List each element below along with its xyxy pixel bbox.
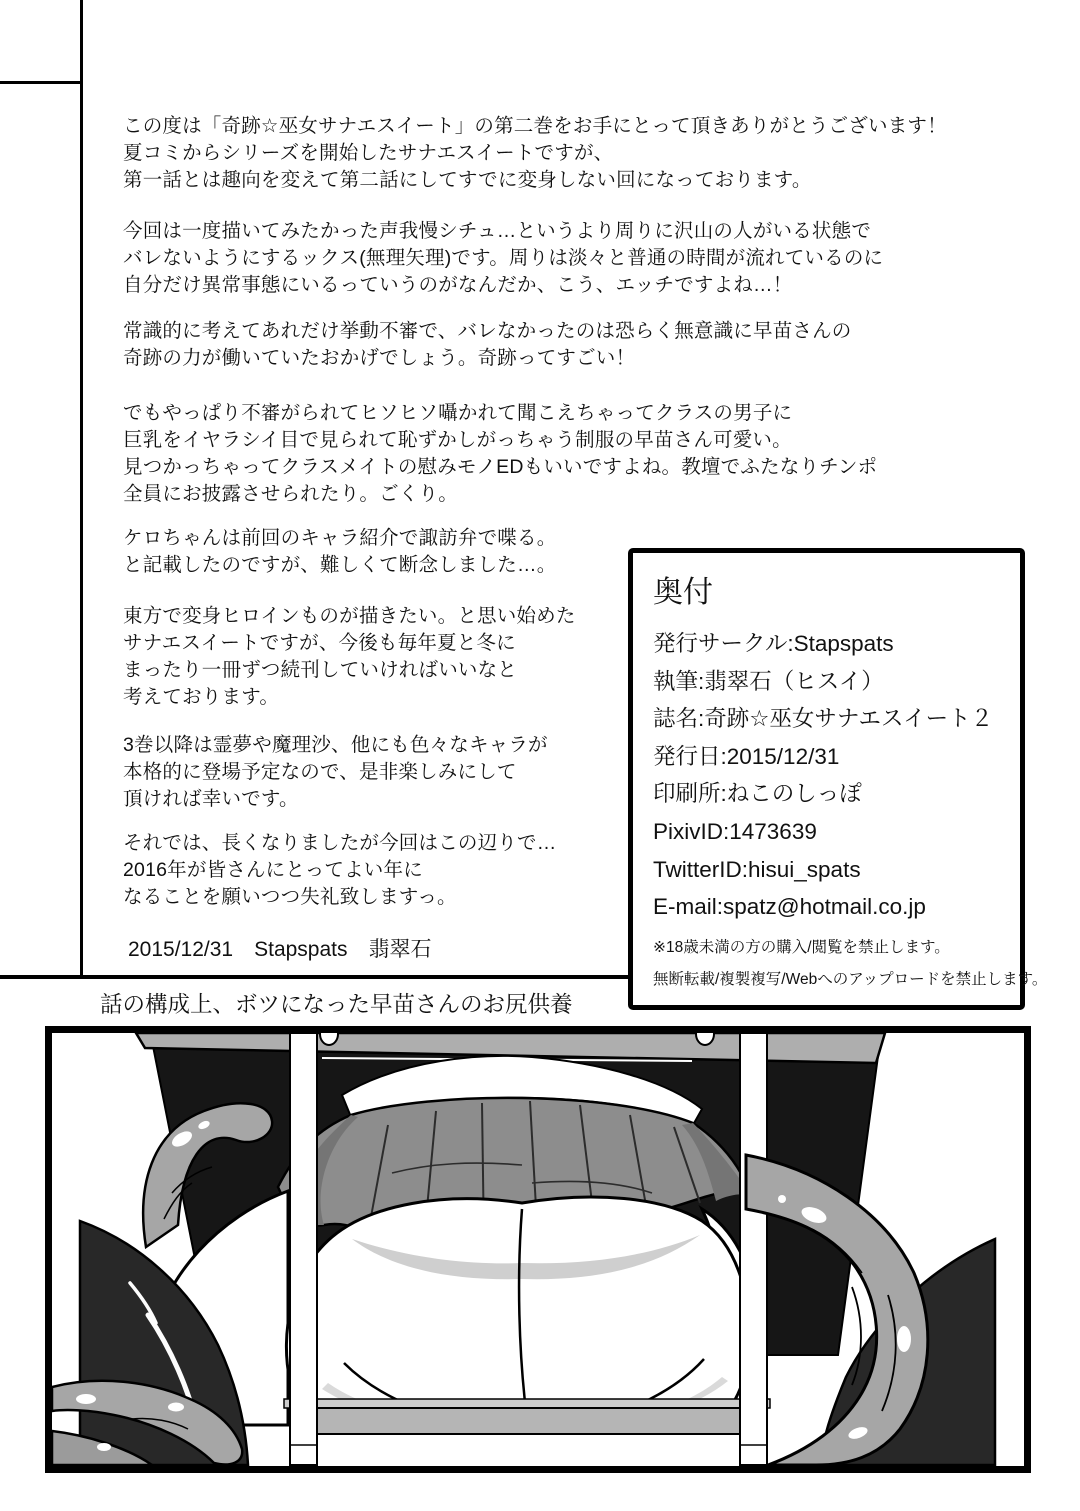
colophon-title: 奥付 bbox=[653, 576, 713, 609]
afterword-line: まったり一冊ずつ続刊していければいいなと bbox=[123, 659, 518, 681]
colophon-publish-date: 発行日:2015/12/31 bbox=[653, 743, 840, 769]
afterword-line: ケロちゃんは前回のキャラ紹介で諏訪弁で喋る。 bbox=[123, 527, 557, 549]
afterword-paragraph bbox=[123, 318, 852, 372]
colophon-box bbox=[628, 548, 1048, 1010]
afterword-line: 見つかっちゃってクラスメイトの慰みモノEDもいいですよね。教壇でふたなりチンポ bbox=[123, 456, 878, 478]
afterword-paragraph bbox=[123, 113, 947, 194]
afterword-line: なることを願いつつ失礼致しますっ。 bbox=[123, 886, 457, 908]
colophon-email: E-mail:spatz@hotmail.co.jp bbox=[653, 894, 926, 920]
afterword-paragraph bbox=[123, 830, 556, 911]
colophon-twitter-id: TwitterID:hisui_spats bbox=[653, 856, 861, 882]
afterword-line: 夏コミからシリーズを開始したサナエスイートですが、 bbox=[123, 142, 614, 164]
colophon-author: 執筆:翡翠石（ヒスイ） bbox=[653, 668, 884, 694]
chair-crossbar bbox=[284, 1399, 770, 1466]
colophon-printer: 印刷所:ねこのしっぽ bbox=[653, 781, 862, 807]
afterword-line: 3巻以降は霊夢や魔理沙、他にも色々なキャラが bbox=[123, 734, 548, 756]
afterword-paragraph bbox=[123, 525, 556, 579]
afterword-line: この度は「奇跡☆巫女サナエスイート」の第二巻をお手にとって頂きありがとうございます！ bbox=[123, 115, 947, 137]
colophon-pixiv-id: PixivID:1473639 bbox=[653, 818, 817, 844]
left-margin-rule bbox=[80, 0, 83, 977]
buttocks bbox=[153, 1191, 757, 1429]
omake-illustration-panel bbox=[45, 1026, 1031, 1473]
colophon-circle: 発行サークル:Stapspats bbox=[653, 631, 894, 656]
chair-leg-left bbox=[290, 1033, 317, 1465]
top-left-corner-rule bbox=[0, 81, 83, 84]
afterword-line: 奇跡の力が働いていたおかげでしょう。奇跡ってすごい！ bbox=[123, 347, 636, 369]
afterword-paragraph bbox=[123, 218, 883, 299]
afterword-line: 第一話とは趣向を変えて第二話にしてすでに変身しない回になっております。 bbox=[123, 169, 812, 191]
afterword-line: 考えております。 bbox=[123, 686, 280, 708]
signature-line: 2015/12/31 Stapspats 翡翠石 bbox=[128, 938, 432, 961]
afterword-line: バレないようにするックス(無理矢理)です。周りは淡々と普通の時間が流れているのに bbox=[123, 247, 884, 269]
afterword-line: それでは、長くなりましたが今回はこの辺りで… bbox=[123, 832, 557, 854]
afterword-line: 巨乳をイヤラシイ目で見られて恥ずかしがっちゃう制服の早苗さん可愛い。 bbox=[123, 429, 792, 451]
omake-caption: 話の構成上、ボツになった早苗さんのお尻供養 bbox=[100, 992, 573, 1017]
omake-illustration bbox=[52, 1033, 1024, 1466]
afterword-line: 自分だけ異常事態にいるっていうのがなんだか、こう、エッチですよね…！ bbox=[123, 274, 793, 296]
afterword-line: 2016年が皆さんにとってよい年に bbox=[123, 859, 423, 881]
afterword-line: でもやっぱり不審がられてヒソヒソ囁かれて聞こえちゃってクラスの男子に bbox=[123, 402, 793, 424]
afterword-line: 全員にお披露させられたり。ごくり。 bbox=[123, 483, 458, 505]
afterword-line: サナエスイートですが、今後も毎年夏と冬に bbox=[123, 632, 516, 654]
afterword-paragraph bbox=[123, 603, 576, 711]
afterword-line: と記載したのですが、難しくて断念しました…。 bbox=[123, 554, 557, 576]
afterword-line: 本格的に登場予定なので、是非楽しみにして bbox=[123, 761, 517, 783]
afterword-paragraph bbox=[123, 400, 877, 508]
afterword-line: 頂ければ幸いです。 bbox=[123, 788, 299, 810]
afterword-line: 常識的に考えてあれだけ挙動不審で、バレなかったのは恐らく無意識に早苗さんの bbox=[123, 320, 852, 342]
afterword-line: 今回は一度描いてみたかった声我慢シチュ…というより周りに沢山の人がいる状態で bbox=[123, 220, 872, 242]
age-restriction-notice: ※18歳未満の方の購入/閲覧を禁止します。 bbox=[653, 938, 950, 956]
no-reproduction-notice: 無断転載/複製複写/Webへのアップロードを禁止します。 bbox=[653, 970, 1048, 988]
afterword-bottom-divider bbox=[0, 975, 630, 979]
afterword-line: 東方で変身ヒロインものが描きたい。と思い始めた bbox=[123, 605, 576, 627]
colophon-book-title: 誌名:奇跡☆巫女サナエスイート２ bbox=[653, 706, 994, 732]
afterword-paragraph bbox=[123, 732, 548, 813]
chair-leg-right bbox=[740, 1033, 767, 1465]
